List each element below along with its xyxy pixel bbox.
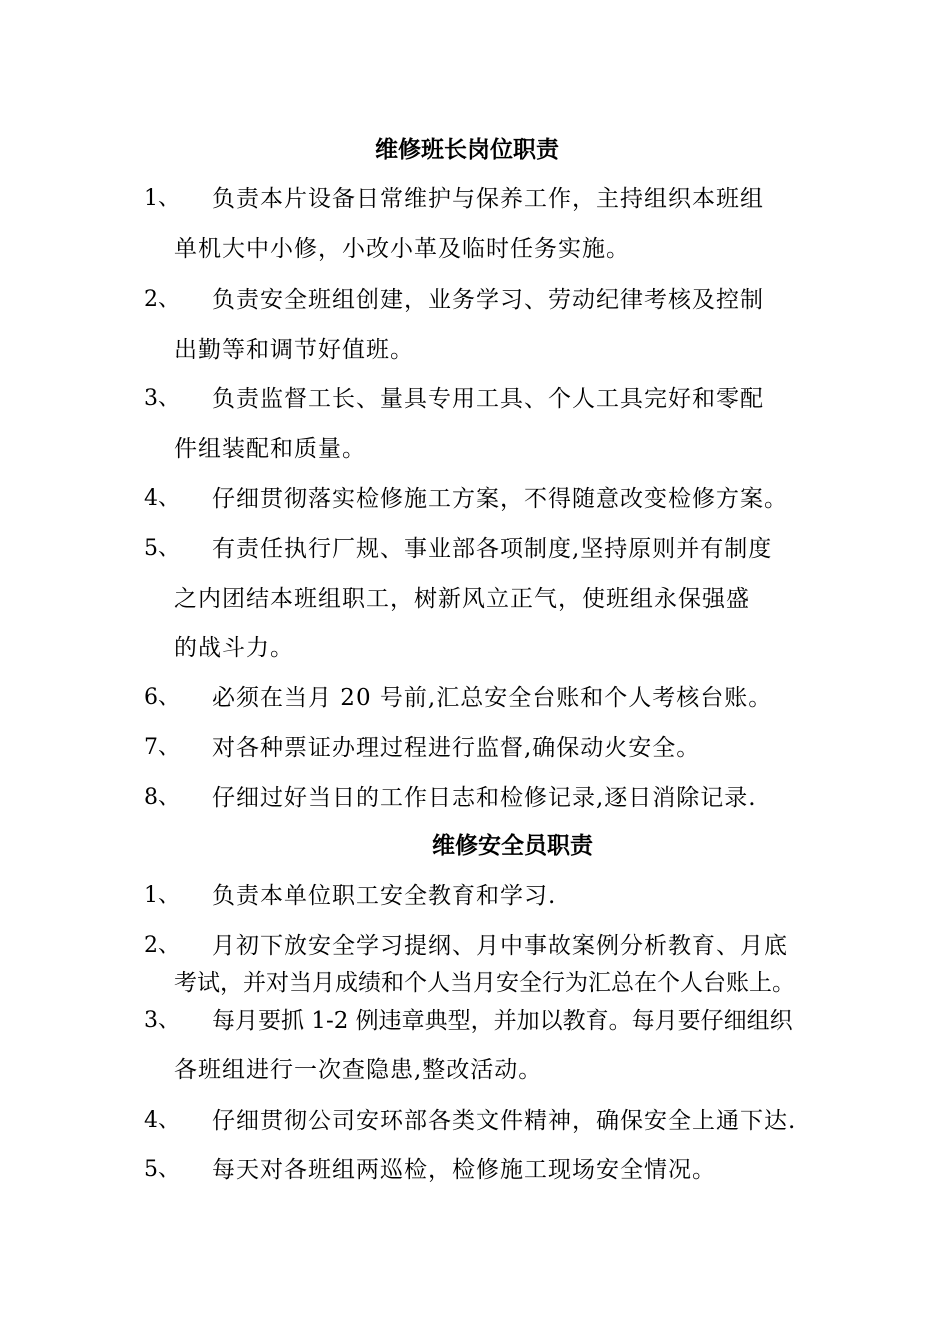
item-number: 5、: [144, 536, 180, 561]
item-text: 出勤等和调节好值班。: [174, 337, 414, 363]
item-number: 7、: [144, 735, 180, 760]
item-number: 2、: [144, 287, 180, 312]
item-text: 有责任执行厂规、事业部各项制度,坚持原则并有制度: [212, 536, 773, 562]
item-number: 3、: [144, 1008, 180, 1033]
item-number: 2、: [144, 933, 180, 958]
item-number: 5、: [144, 1157, 180, 1182]
item-text: 负责安全班组创建，业务学习、劳动纪律考核及控制: [212, 287, 764, 313]
item-text: 每天对各班组两巡检，检修施工现场安全情况。: [212, 1157, 716, 1183]
item-number: 1、: [144, 883, 180, 908]
item-text: 单机大中小修，小改小革及临时任务实施。: [174, 236, 630, 262]
item-text: 考试，并对当月成绩和个人当月安全行为汇总在个人台账上。: [174, 970, 795, 996]
item-number: 6、: [144, 685, 180, 710]
item-text: 必须在当月 20 号前,汇总安全台账和个人考核台账。: [212, 685, 773, 711]
item-text: 的战斗力。: [174, 635, 294, 661]
item-text: 仔细贯彻公司安环部各类文件精神，确保安全上通下达.: [212, 1108, 797, 1134]
section-title-safety-officer: 维修安全员职责: [432, 832, 593, 859]
item-text: 对各种票证办理过程进行监督,确保动火安全。: [212, 735, 701, 761]
item-text: 月初下放安全学习提纲、月中事故案例分析教育、月底: [212, 933, 788, 959]
item-text: 负责本单位职工安全教育和学习.: [212, 883, 557, 909]
item-number: 8、: [144, 785, 180, 810]
item-number: 4、: [144, 1108, 180, 1133]
item-number: 4、: [144, 486, 180, 511]
item-text: 件组装配和质量。: [174, 436, 366, 462]
section-title-team-leader: 维修班长岗位职责: [375, 136, 559, 163]
item-text: 仔细贯彻落实检修施工方案，不得随意改变检修方案。: [212, 486, 788, 512]
item-text: 之内团结本班组职工，树新风立正气，使班组永保强盛: [174, 586, 750, 612]
item-text: 仔细过好当日的工作日志和检修记录,逐日消除记录.: [212, 785, 757, 811]
item-number: 1、: [144, 186, 180, 211]
item-text: 每月要抓 1-2 例违章典型，并加以教育。每月要仔细组织: [212, 1008, 793, 1034]
item-text: 负责本片设备日常维护与保养工作，主持组织本班组: [212, 186, 764, 212]
item-text: 负责监督工长、量具专用工具、个人工具完好和零配: [212, 386, 764, 412]
item-text: 各班组进行一次查隐患,整改活动。: [174, 1057, 543, 1083]
item-number: 3、: [144, 386, 180, 411]
